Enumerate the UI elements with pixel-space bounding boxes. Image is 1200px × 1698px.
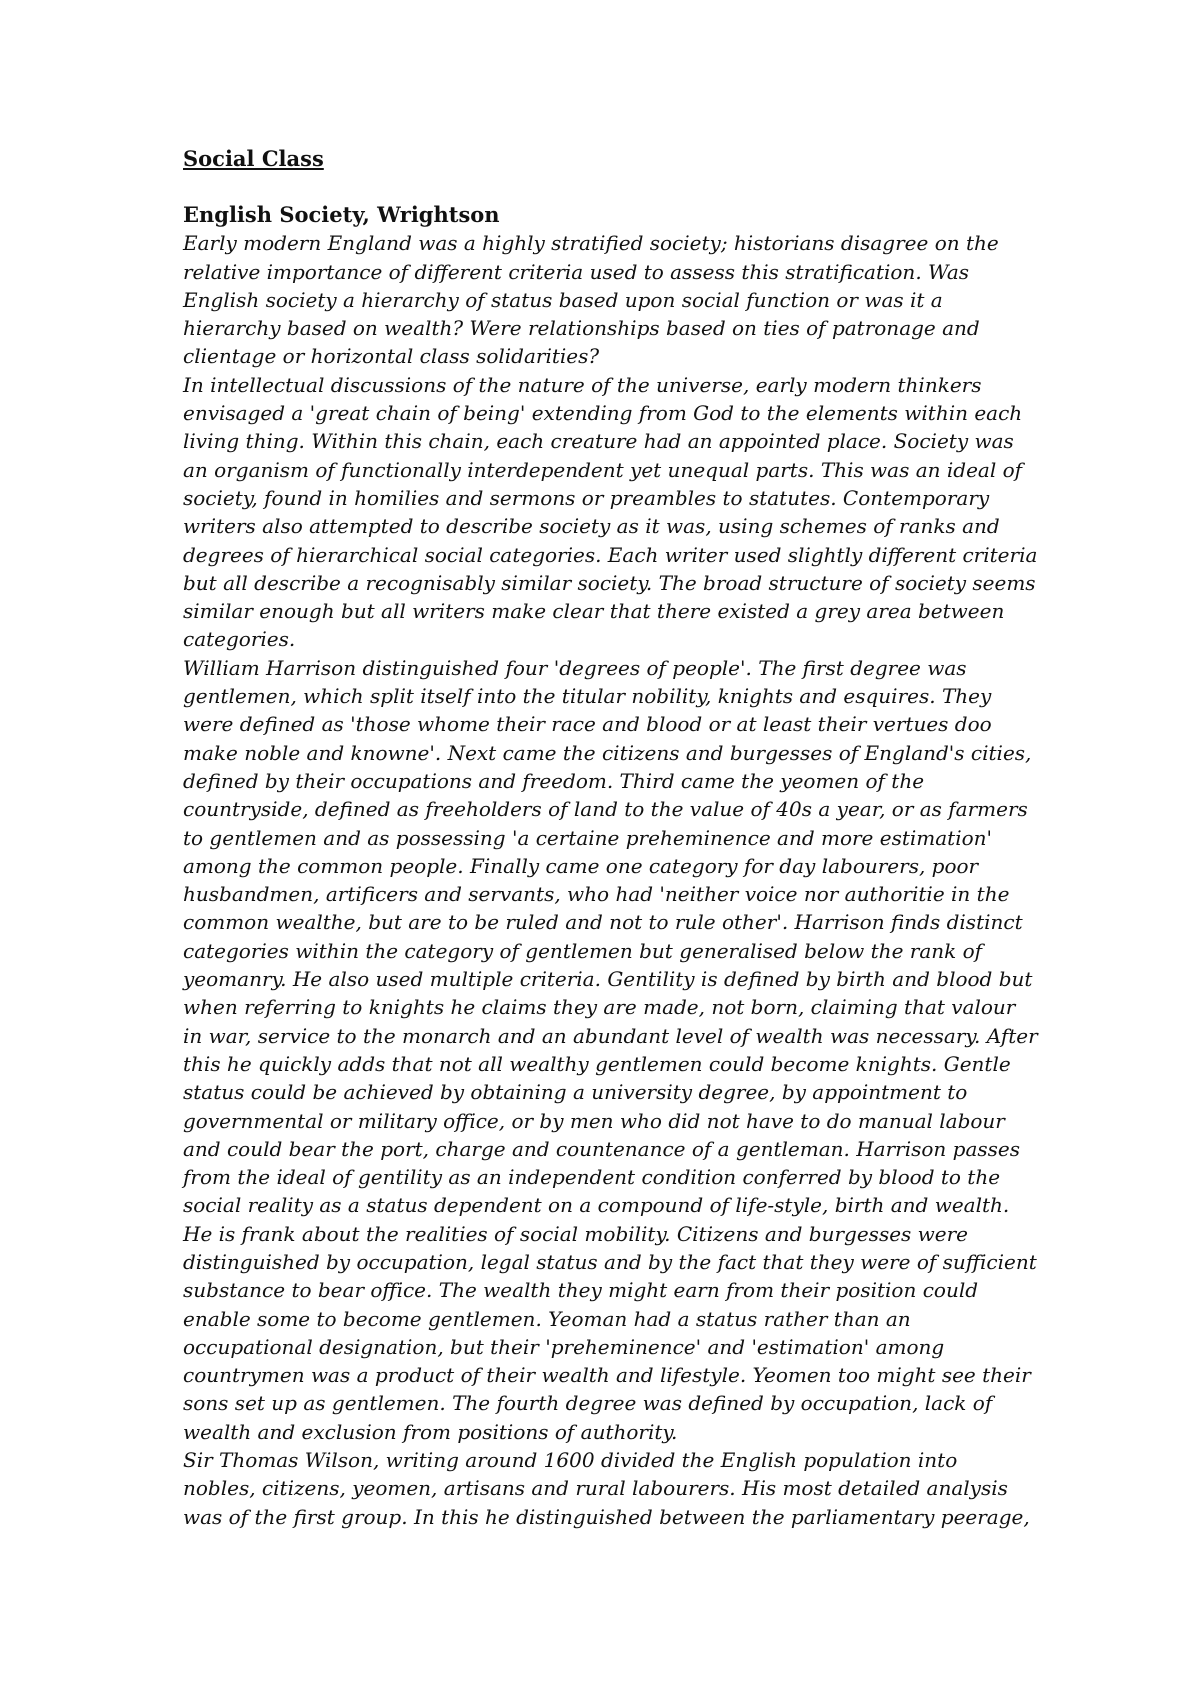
text-line: from the ideal of gentility as an independent condition conferred by blood to the <box>183 1165 1001 1190</box>
document-title: Social Class <box>183 146 324 171</box>
text-line: gentlemen, which split itself into the titular nobility, knights and esquires. They <box>183 684 992 709</box>
text-line: English society a hierarchy of status based upon social function or was it a <box>183 287 943 312</box>
text-line: an organism of functionally interdependent yet unequal parts. This was an ideal of <box>183 457 1023 482</box>
text-line: William Harrison distinguished four 'degrees of people'. The first degree was <box>183 655 967 680</box>
text-line: clientage or horizontal class solidarities? <box>183 344 600 369</box>
text-line: wealth and exclusion from positions of authority. <box>183 1419 678 1444</box>
text-line: categories within the category of gentlemen but generalised below the rank of <box>183 938 983 963</box>
text-line: make noble and knowne'. Next came the citizens and burgesses of England's cities, <box>183 740 1032 765</box>
text-line: In intellectual discussions of the nature of the universe, early modern thinkers <box>183 372 982 397</box>
text-line: was of the first group. In this he distinguished between the parliamentary peerage, <box>183 1504 1030 1529</box>
text-line: status could be achieved by obtaining a university degree, by appointment to <box>183 1080 968 1105</box>
text-line: when referring to knights he claims they are made, not born, claiming that valour <box>183 995 1016 1020</box>
text-line: relative importance of different criteria used to assess this stratification. Was <box>183 259 970 284</box>
text-line: enable some to become gentlemen. Yeoman had a status rather than an <box>183 1306 911 1331</box>
text-line: common wealthe, but are to be ruled and not to rule other'. Harrison finds distinct <box>183 910 1023 935</box>
text-line: similar enough but all writers make clear that there existed a grey area between <box>183 599 1005 624</box>
text-line: writers also attempted to describe society as it was, using schemes of ranks and <box>183 514 1000 539</box>
text-line: countryside, defined as freeholders of land to the value of 40s a year, or as farmers <box>183 797 1028 822</box>
body-paragraph <box>183 371 1038 654</box>
document-subtitle: English Society, Wrightson <box>183 202 500 227</box>
text-line: sons set up as gentlemen. The fourth degree was defined by occupation, lack of <box>183 1391 993 1416</box>
text-line: society, found in homilies and sermons or preambles to statutes. Contemporary <box>183 485 990 510</box>
text-line: substance to bear office. The wealth they might earn from their position could <box>183 1278 979 1303</box>
body-paragraph <box>183 654 1038 1446</box>
text-line: distinguished by occupation, legal status and by the fact that they were of sufficient <box>183 1249 1037 1274</box>
text-line: social reality as a status dependent on a compound of life-style, birth and wealth. <box>183 1193 1010 1218</box>
text-line: yeomanry. He also used multiple criteria. Gentility is defined by birth and blood but <box>183 967 1033 992</box>
body-paragraph <box>183 1446 1033 1531</box>
text-line: defined by their occupations and freedom. Third came the yeomen of the <box>183 768 925 793</box>
body-paragraph <box>183 229 1033 370</box>
text-line: this he quickly adds that not all wealthy gentlemen could become knights. Gentle <box>183 1051 1011 1076</box>
text-line: were defined as 'those whome their race and blood or at least their vertues doo <box>183 712 992 737</box>
text-line: categories. <box>183 627 296 652</box>
text-line: and could bear the port, charge and countenance of a gentleman. Harrison passes <box>183 1136 1021 1161</box>
text-line: to gentlemen and as possessing 'a certaine preheminence and more estimation' <box>183 825 993 850</box>
text-line: envisaged a 'great chain of being' extending from God to the elements within each <box>183 401 1023 426</box>
text-line: Sir Thomas Wilson, writing around 1600 divided the English population into <box>183 1448 958 1473</box>
text-line: governmental or military office, or by men who did not have to do manual labour <box>183 1108 1005 1133</box>
text-line: among the common people. Finally came one category for day labourers, poor <box>183 853 979 878</box>
text-line: occupational designation, but their 'preheminence' and 'estimation' among <box>183 1334 945 1359</box>
text-line: degrees of hierarchical social categories. Each writer used slightly different criteria <box>183 542 1038 567</box>
text-line: husbandmen, artificers and servants, who had 'neither voice nor authoritie in the <box>183 882 1010 907</box>
text-line: hierarchy based on wealth? Were relationships based on ties of patronage and <box>183 316 980 341</box>
text-line: He is frank about the realities of social mobility. Citizens and burgesses were <box>183 1221 969 1246</box>
text-line: living thing. Within this chain, each creature had an appointed place. Society was <box>183 429 1014 454</box>
text-line: Early modern England was a highly stratified society; historians disagree on the <box>183 231 999 256</box>
document-page <box>183 145 1038 1531</box>
text-line: countrymen was a product of their wealth and lifestyle. Yeomen too might see their <box>183 1363 1031 1388</box>
document-body <box>183 229 1038 1531</box>
text-line: nobles, citizens, yeomen, artisans and rural labourers. His most detailed analysis <box>183 1476 1008 1501</box>
text-line: in war, service to the monarch and an abundant level of wealth was necessary. After <box>183 1023 1038 1048</box>
text-line: but all describe a recognisably similar society. The broad structure of society seems <box>183 570 1036 595</box>
